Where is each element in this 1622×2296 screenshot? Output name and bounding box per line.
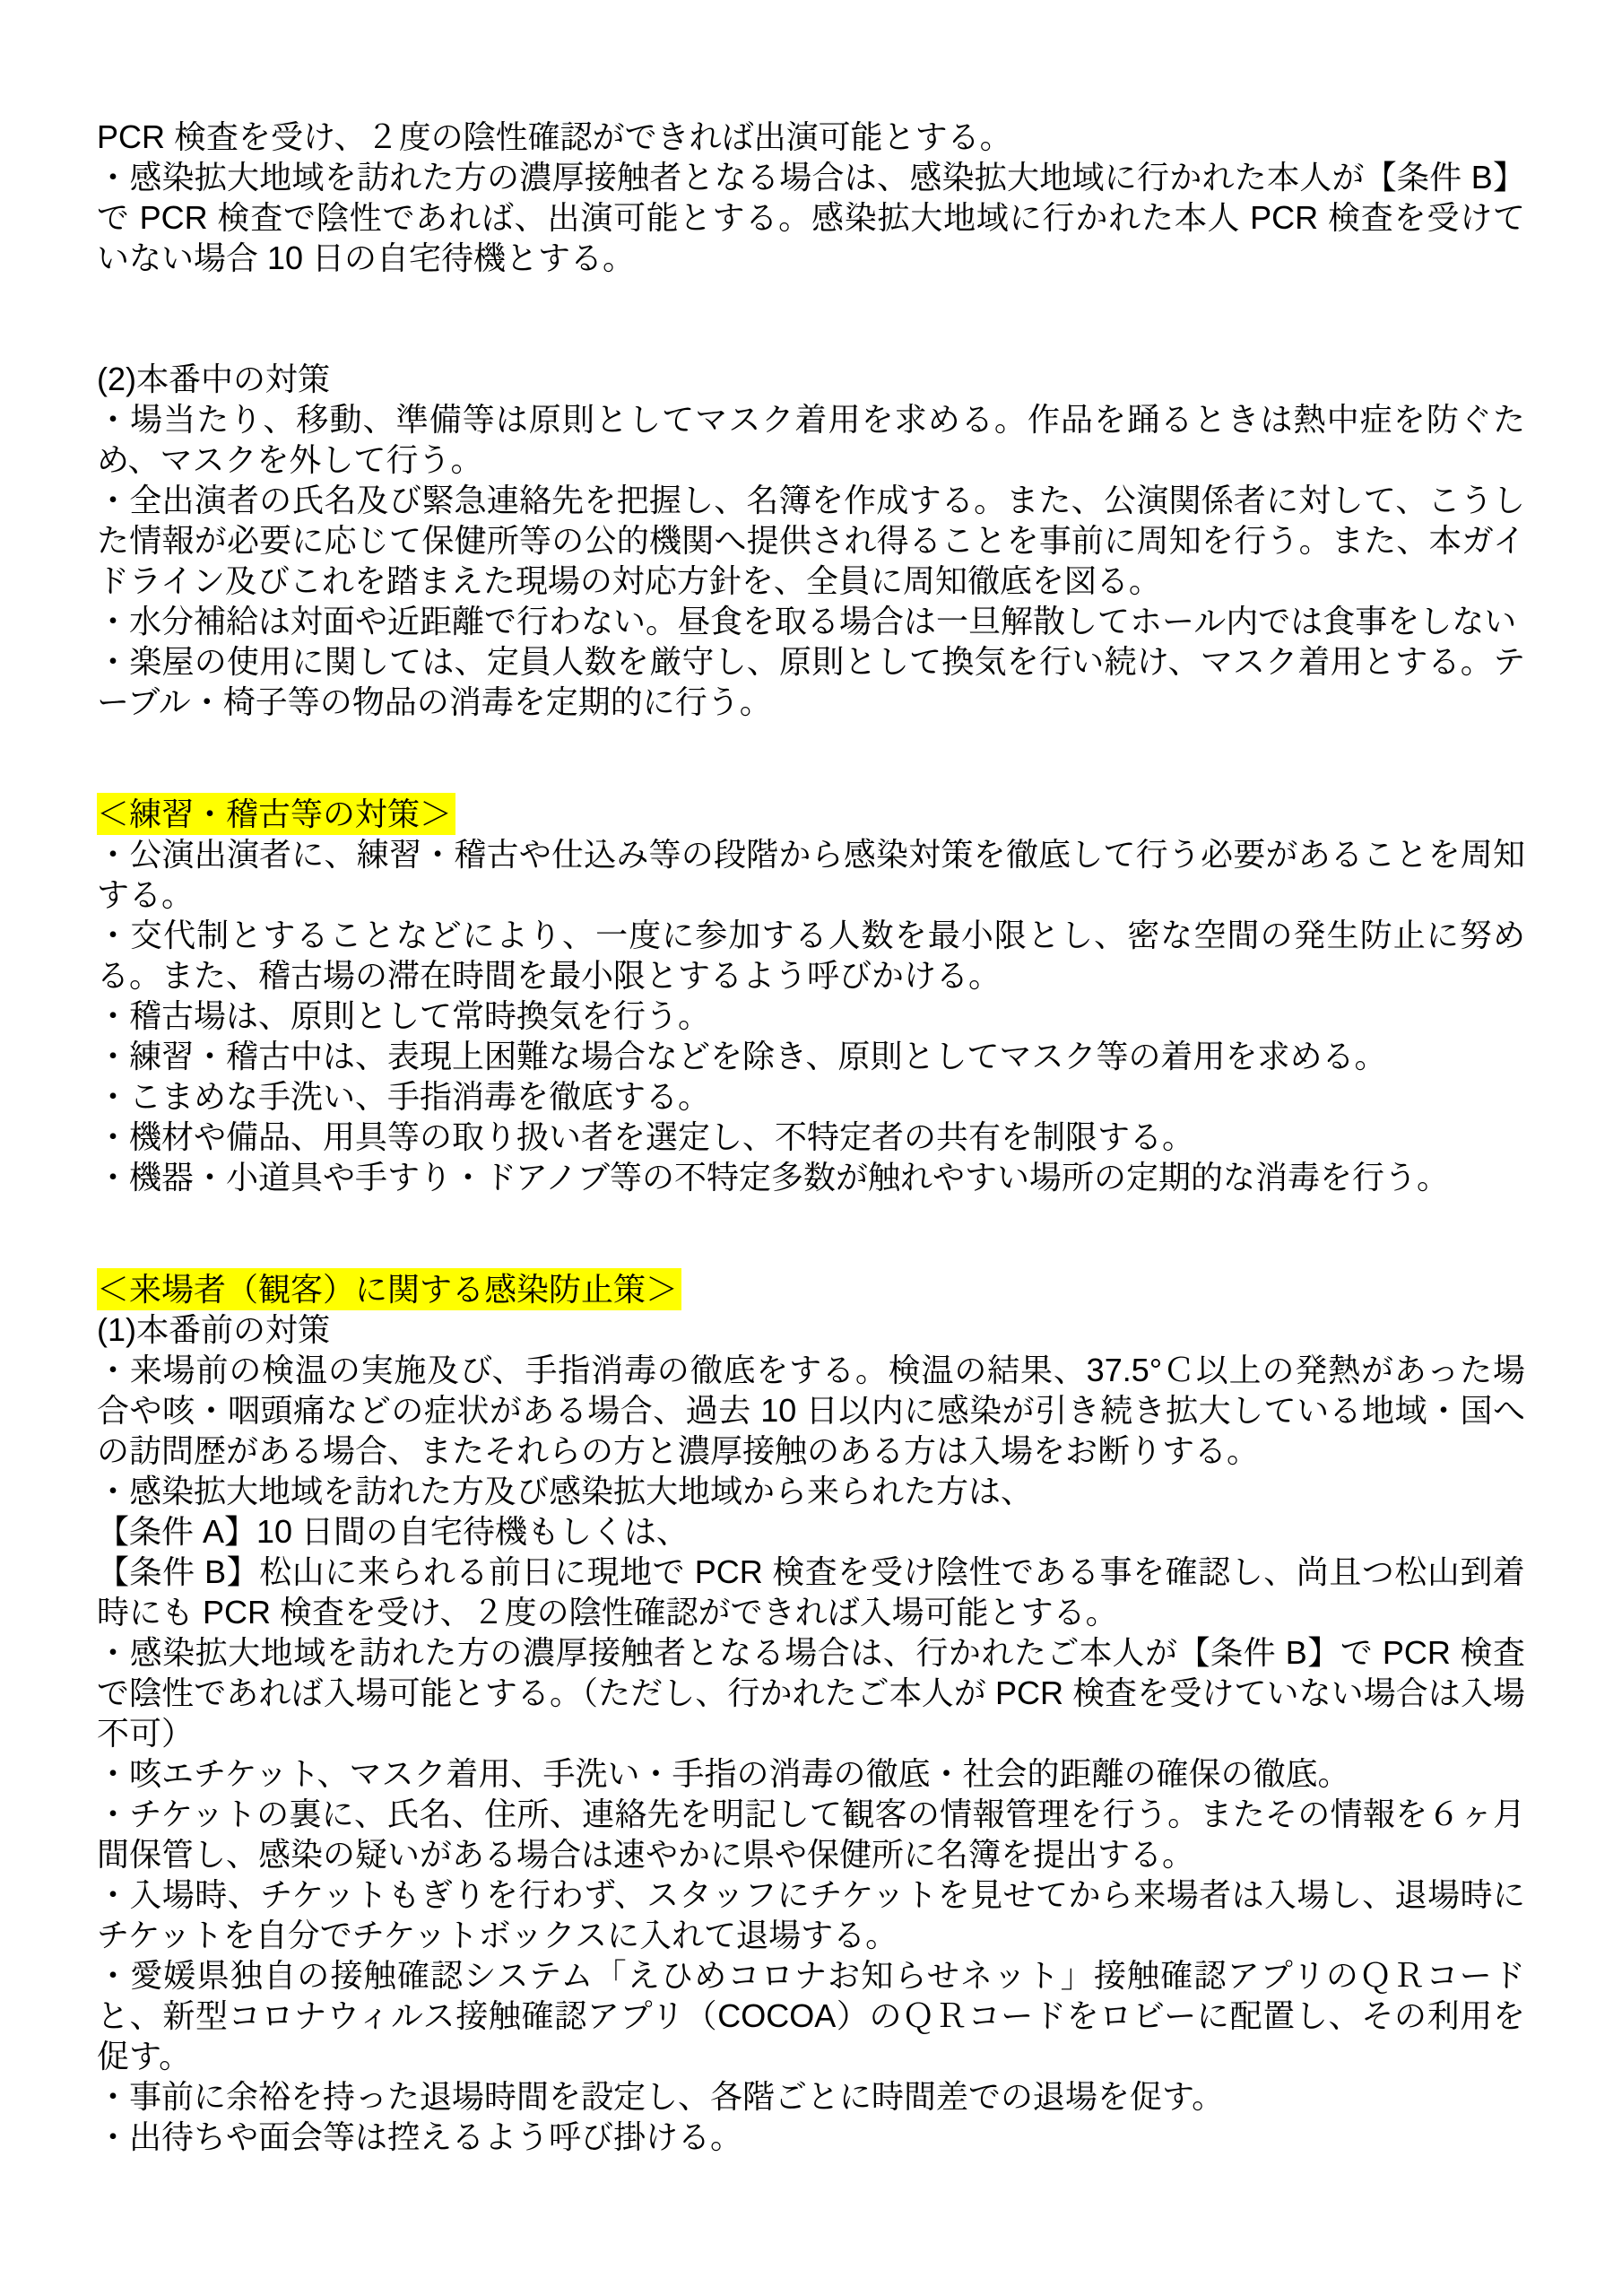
practice-bullet-1: ・公演出演者に、練習・稽古や仕込み等の段階から感染対策を徹底して行う必要があることを周知する。 xyxy=(97,836,1525,913)
practice-heading-highlight: ＜練習・稽古等の対策＞ xyxy=(97,793,455,835)
practice-bullet-3: ・稽古場は、原則として常時換気を行う。 xyxy=(97,997,711,1034)
during-show-subheading: (2)本番中の対策 xyxy=(97,361,330,397)
visitors-subheading: (1)本番前の対策 xyxy=(97,1311,330,1348)
practice-bullet-5: ・こまめな手洗い、手指消毒を徹底する。 xyxy=(97,1078,711,1115)
intro-paragraph-1: PCR 検査を受け、２度の陰性確認ができれば出演可能とする。 xyxy=(97,118,1012,155)
during-show-bullet-2: ・全出演者の氏名及び緊急連絡先を把握し、名簿を作成する。また、公演関係者に対して、こうした情報が必要に応じて保健所等の公的機関へ提供され得ることを事前に周知を行う。また、本ガイドライン及びこれを踏まえた現場の対応方針を、全員に周知徹底を図る。 xyxy=(97,482,1525,599)
visitors-bullet-9: ・出待ちや面会等は控えるよう呼び掛ける。 xyxy=(97,2118,743,2155)
visitors-bullet-5: ・チケットの裏に、氏名、住所、連絡先を明記して観客の情報管理を行う。またその情報を６ヶ月間保管し、感染の疑いがある場合は速やかに県や保健所に名簿を提出する。 xyxy=(97,1796,1525,1873)
visitors-section-heading xyxy=(97,1269,1525,1309)
practice-section-heading xyxy=(97,794,1525,834)
visitors-bullet-3: ・感染拡大地域を訪れた方の濃厚接触者となる場合は、行かれたご本人が【条件 B】で PCR 検査で陰性であれば入場可能とする。（ただし、行かれたご本人が PCR 検査を受けていない場合は入場不可） xyxy=(97,1634,1525,1752)
visitors-bullet-4: ・咳エチケット、マスク着用、手洗い・手指の消毒の徹底・社会的距離の確保の徹底。 xyxy=(97,1755,1350,1792)
during-show-bullet-4: ・楽屋の使用に関しては、定員人数を厳守し、原則として換気を行い続け、マスク着用とする。テーブル・椅子等の物品の消毒を定期的に行う。 xyxy=(97,643,1525,720)
visitors-bullet-2: ・感染拡大地域を訪れた方及び感染拡大地域から来られた方は、 xyxy=(97,1473,1034,1509)
practice-bullet-6: ・機材や備品、用具等の取り扱い者を選定し、不特定者の共有を制限する。 xyxy=(97,1118,1195,1155)
intro-paragraph-2: ・感染拡大地域を訪れた方の濃厚接触者となる場合は、感染拡大地域に行かれた本人が【条件 B】で PCR 検査で陰性であれば、出演可能とする。感染拡大地域に行かれた本人 PCR 検査を受けていない場合 10 日の自宅待機とする。 xyxy=(97,159,1525,276)
section-gap xyxy=(97,350,1525,359)
during-show-bullet-1: ・場当たり、移動、準備等は原則としてマスク着用を求める。作品を踊るときは熱中症を防ぐため、マスクを外して行う。 xyxy=(97,401,1525,478)
section-gap xyxy=(97,278,1525,350)
practice-bullet-7: ・機器・小道具や手すり・ドアノブ等の不特定多数が触れやすい場所の定期的な消毒を行う。 xyxy=(97,1159,1450,1196)
practice-bullet-2: ・交代制とすることなどにより、一度に参加する人数を最小限とし、密な空間の発生防止に努める。また、稽古場の滞在時間を最小限とするよう呼びかける。 xyxy=(97,917,1525,994)
practice-bullet-4: ・練習・稽古中は、表現上困難な場合などを除き、原則としてマスク等の着用を求める。 xyxy=(97,1038,1387,1074)
visitors-heading-highlight: ＜来場者（観客）に関する感染防止策＞ xyxy=(97,1268,681,1310)
section-gap xyxy=(97,1197,1525,1269)
section-gap xyxy=(97,722,1525,794)
visitors-bullet-1: ・来場前の検温の実施及び、手指消毒の徹底をする。検温の結果、37.5°Ｃ以上の発熱があった場合や咳・咽頭痛などの症状がある場合、過去 10 日以内に感染が引き続き拡大している地域・国への訪問歴がある場合、またそれらの方と濃厚接触のある方は入場をお断りする。 xyxy=(97,1352,1525,1469)
visitors-bullet-6: ・入場時、チケットもぎりを行わず、スタッフにチケットを見せてから来場者は入場し、退場時にチケットを自分でチケットボックスに入れて退場する。 xyxy=(97,1876,1526,1953)
visitors-bullet-8: ・事前に余裕を持った退場時間を設定し、各階ごとに時間差での退場を促す。 xyxy=(97,2078,1225,2115)
during-show-bullet-3: ・水分補給は対面や近距離で行わない。昼食を取る場合は一旦解散してホール内では食事をしない xyxy=(97,603,1517,639)
visitors-bullet-7: ・愛媛県独自の接触確認システム「えひめコロナお知らせネット」接触確認アプリのＱＲコードと、新型コロナウィルス接触確認アプリ（COCOA）のＱＲコードをロビーに配置し、その利用を促す。 xyxy=(97,1957,1525,2074)
visitors-condition-b: 【条件 B】松山に来られる前日に現地で PCR 検査を受け陰性である事を確認し、尚且つ松山到着時にも PCR 検査を受け、２度の陰性確認ができれば入場可能とする。 xyxy=(97,1553,1525,1631)
visitors-condition-a: 【条件 A】10 日間の自宅待機もしくは、 xyxy=(97,1513,690,1550)
